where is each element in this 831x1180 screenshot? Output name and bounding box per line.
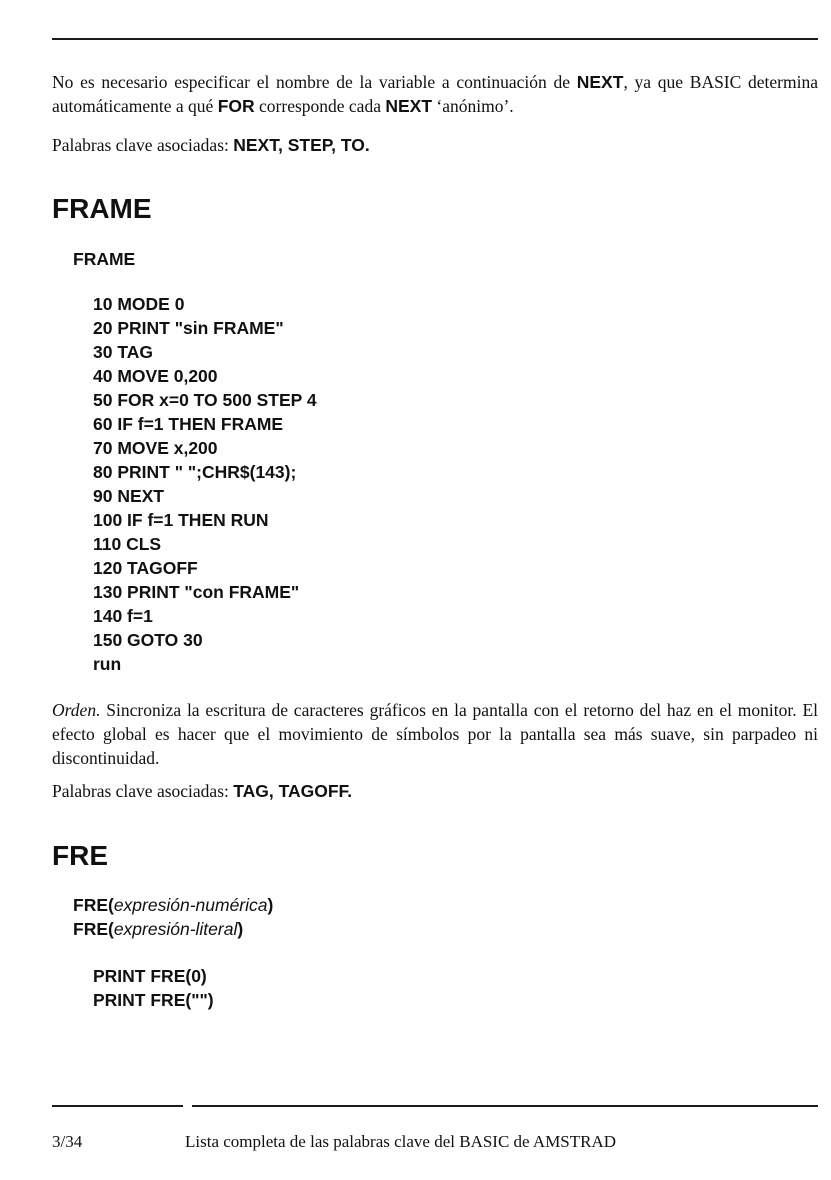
footer-rule-left [52,1105,183,1107]
assoc-label: Palabras clave asociadas: [52,781,234,801]
code-line: 130 PRINT "con FRAME" [93,582,300,602]
code-line: 10 MODE 0 [93,294,185,314]
footer-title: Lista completa de las palabras clave del BASIC de AMSTRAD [185,1132,617,1151]
code-line: 150 GOTO 30 [93,630,203,650]
page-number: 3/34 [52,1132,83,1151]
intro-text-b: , ya que BASIC determina automáticamente a qué [52,72,818,116]
code-line: PRINT FRE("") [93,990,214,1010]
fre-code-listing [93,964,214,1012]
code-line: 20 PRINT "sin FRAME" [93,318,284,338]
code-line: 40 MOVE 0,200 [93,366,218,386]
code-line: 140 f=1 [93,606,153,626]
fre-syntax-literal [73,917,243,941]
fre-heading: FRE [52,840,108,871]
code-line: 60 IF f=1 THEN FRAME [93,414,284,434]
assoc-label: Palabras clave asociadas: [52,135,234,155]
code-line: 120 TAGOFF [93,558,198,578]
desc-label: Orden. [52,700,101,720]
code-line: 110 CLS [93,534,162,554]
frame-description [52,698,818,770]
syntax-close: ) [267,895,274,915]
keyword-next: NEXT [576,72,624,92]
code-line: 80 PRINT " ";CHR$(143); [93,462,297,482]
fre-syntax-numeric [73,893,273,917]
assoc-keywords: NEXT, STEP, TO. [233,135,370,155]
code-line: PRINT FRE(0) [93,966,207,986]
syntax-argument: expresión-numérica [113,895,268,915]
code-line: 100 IF f=1 THEN RUN [93,510,269,530]
keyword-for: FOR [217,96,255,116]
syntax-argument: expresión-literal [113,919,238,939]
footer-rule-right [192,1105,818,1107]
top-rule [52,38,818,40]
code-line: 30 TAG [93,342,153,362]
intro-text-c: corresponde cada [254,96,386,116]
frame-syntax: FRAME [73,249,136,269]
desc-text: Sincroniza la escritura de caracteres gráficos en la pantalla con el retorno del haz en el monitor. El efecto global es hacer que el movimiento de símbolos por la pantalla sea más suave, sin parpadeo ni discontinuidad. [52,700,818,768]
intro-paragraph [52,70,818,118]
syntax-keyword: FRE( [73,919,114,939]
code-line: run [93,654,122,674]
frame-associated-keywords [52,779,818,803]
frame-code-listing [93,292,317,676]
syntax-close: ) [237,919,244,939]
keyword-next-2: NEXT [385,96,433,116]
intro-associated-keywords [52,133,818,157]
code-line: 90 NEXT [93,486,164,506]
frame-heading: FRAME [52,193,152,224]
code-line: 70 MOVE x,200 [93,438,218,458]
syntax-keyword: FRE( [73,895,114,915]
intro-text-d: ‘anónimo’. [432,96,514,116]
intro-text-a: No es necesario especificar el nombre de la variable a continuación de [52,72,577,92]
assoc-keywords: TAG, TAGOFF. [233,781,353,801]
code-line: 50 FOR x=0 TO 500 STEP 4 [93,390,317,410]
